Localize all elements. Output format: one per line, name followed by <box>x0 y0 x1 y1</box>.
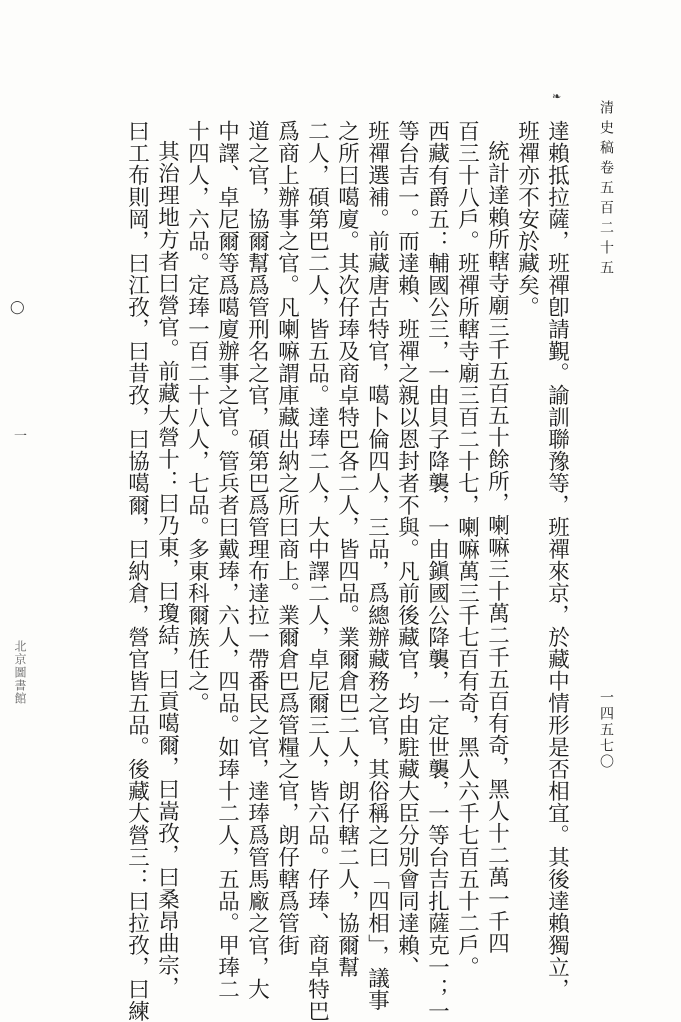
text-column-15: 曰工布則岡，曰江孜，曰昔孜，曰協噶爾，曰納倉，營官皆五品。後藏大營三：曰拉孜，曰練 <box>124 120 150 1022</box>
text-column-11: 道之官，協爾幫爲管刑名之官，碩第巴爲管理布達拉一帶番民之官，達琫爲管馬廠之官，大 <box>244 120 270 1000</box>
text-column-6: 等台吉一。而達賴、班禪之親以恩封者不與。凡前後藏官，均由駐藏大臣分別會同達賴、 <box>394 120 420 978</box>
text-column-9: 二人，碩第巴二人，皆五品。達琫二人，大中譯二人，卓尼爾三人，皆六品。仔琫、商卓特巴 <box>304 120 330 1022</box>
text-column-4: 百三十八戶。班禪所轄寺廟三百二十七，喇嘛萬三千七百有奇，黑人六千七百五十二戶。 <box>454 120 480 978</box>
running-header: 清史稿卷五百二十五 <box>598 100 614 280</box>
text-column-12: 中譯、卓尼爾等爲噶廈辦事之官。管兵者曰戴琫，六人，四品。如琫十二人，五品。甲琫二 <box>214 120 240 1000</box>
text-column-1: 達賴抵拉薩，班禪卽請覲。諭訓聯豫等，班禪來京，於藏中情形是否相宜。其後達賴獨立， <box>544 120 570 1000</box>
text-column-7: 班禪選補。前藏唐古特官，噶卜倫四人，三品，爲總辦藏務之官，其俗稱之曰「四相」，議事 <box>364 120 390 1012</box>
text-column-2: 班禪亦不安於藏矣。 <box>514 120 540 318</box>
library-stamp: 北京圖書館 <box>13 640 27 705</box>
text-column-14: 其治理地方者曰營官。前藏大營十：曰乃東，曰瓊結，曰貢噶爾，曰嵩孜，曰桑昂曲宗， <box>154 140 180 998</box>
text-column-10: 爲商上辦事之官。凡喇嘛謂庫藏出納之所曰商上。業爾倉巴爲管糧之官，朗仔轄爲管街 <box>274 120 300 956</box>
margin-mark-left: ◯ <box>10 300 25 315</box>
page-number: 一四五七〇 <box>598 690 614 770</box>
text-column-3: 統計達賴所轄寺廟三千五百五十餘所，喇嘛三十萬二千五百有奇，黑人十二萬一千四 <box>484 140 510 954</box>
text-column-5: 西藏有爵五：輔國公三，一由貝子降襲，一由鎭國公降襲，一定世襲，一等台吉扎薩克一；一 <box>424 120 450 1022</box>
text-column-8: 之所曰噶廈。其次仔琫及商卓特巴各二人，皆四品。業爾倉巴二人，朗仔轄二人，協爾幫 <box>334 120 360 978</box>
margin-tick-left: 一 <box>14 429 28 444</box>
text-column-13: 十四人，六品。定琫一百二十八人，七品。多東科爾族任之。 <box>184 120 210 714</box>
margin-mark-top: ❧ <box>552 90 562 103</box>
